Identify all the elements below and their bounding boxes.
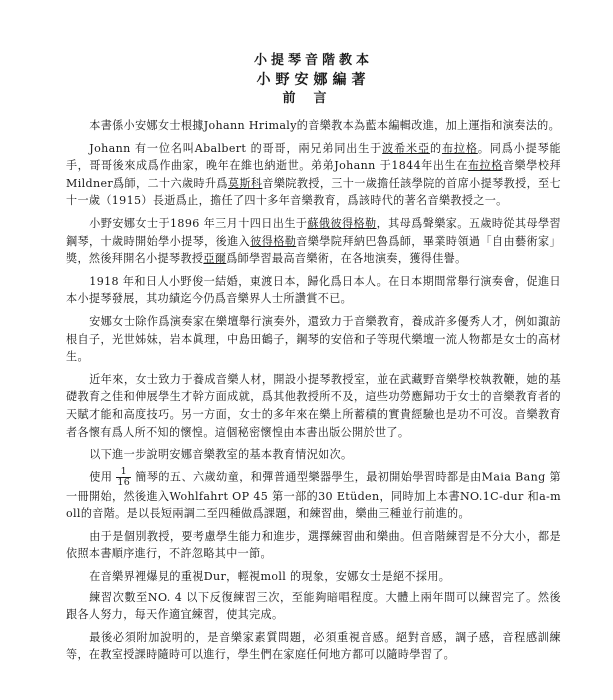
fraction-one-sixteenth: $\frac{1}{16}$ [117,465,131,488]
paragraph-marriage: 1918 年和日人小野俊一結婚，東渡日本，歸化爲日本人。在日本期間常舉行演奏會，促進日本小提琴發展，其功績迄今仍爲音樂界人士所讚賞不已。 [66,274,561,306]
book-title: 小提琴音階教本 [253,53,373,68]
section-title: 前言 [282,91,345,106]
paragraph-individual-lessons: 由于是個別教授，要考慮學生能力和進步，選擇練習曲和樂曲。但音階練習是不分大小，都是依照本書順序進行，不許忽略其中一節。 [66,529,561,561]
author-line: 小野安娜編著 [256,72,371,88]
paragraph-teaching: 近年來，女士致力于養成音樂人材，開設小提琴教授室，並在武藏野音樂學校執教鞭，她的基礎教育之佳和伸展學生才幹方面成就，爲其他教授所不及，這些功勞應歸功于女士的音樂教育者的天賦才能和高度技巧。另一方面，女士的多年來在樂上所蓄積的實貴經驗也是功不可沒。音樂教育者各懷有爲人所不知的懷惶。這個秘密懷惶由本書出版公開於世了。 [66,372,561,439]
paragraph-johann: Johann 有一位名叫Abalbert 的哥哥，兩兄弟同出生于波希米亞的布拉格。同爲小提琴能手，哥哥後來成爲作曲家，晚年在維也納逝世。弟弟Johann 于1844年出生在布拉格音樂學校拜Mildner爲師，二十六歲時升爲莫斯科音樂院教授，三十一歲擔任該學院的首席小提琴教授，至七十一歲（1915）長逝爲止，擔任了四十多年音樂教育，爲該時代的著名音樂教授之一。 [66,141,561,208]
paragraph-practice: 練習次數至NO. 4 以下反復練習三次，至能夠暗唱程度。大體上兩年間可以練習完了。然後跟各人努力，每天作適宜練習，使其完成。 [66,590,561,622]
paragraph-intro: 本書係小安娜女士根據Johann Hrimaly的音樂教本為藍本編輯改進，加上運指和演奏法的。 [89,119,561,132]
paragraph-anna-biography: 小野安娜女士于1896 年三月十四日出生于蘇俄彼得格勒，其母爲聲樂家。五歲時從其母學習鋼琴，十歲時開始學小提琴，後進入彼得格勒音樂學院拜納巴魯爲師，畢業時領過「自由藝術家」獎，然後拜開名小提琴教授亞爾爲師學習最高音樂術，在各地演奏，獲得佳譽。 [66,216,561,266]
paragraph-students: 安娜女士除作爲演奏家在樂壇舉行演奏外，還致力于音樂教育，養成許多優秀人才，例如諏訪根自子，光世姊妹，岩本眞理，中島田鶴子，鋼琴的安倍和子等現代樂壇一流人物都是女士的高材生。 [66,314,561,364]
paragraph-method: 使用 $\frac{1}{16}$ 簡琴的五、六歲幼童，和彈普通型樂器學生，最初開始學習時都是由Maia Bang 第一冊開始，然後進入Wohlfahrt OP 45 第一部的30 Etüden，同時加上本書NO.1C-dur 和a-moll的音階。是以長短兩調二至四種做爲課題，和練習曲，樂曲三種並行前進的。 [66,465,561,521]
paragraph-following: 以下進一步說明安娜音樂教室的基本教育情況如次。 [89,448,353,462]
paragraph-dur-moll: 在音樂界裡爆見的重視Dur，輕視moll 的現象，安娜女士是絕不採用。 [89,570,451,584]
paragraph-ear-training: 最後必須附加說明的，是音樂家素質問題，必須重視音感。絕對音感，調子感，音程感訓練等，在教室授課時隨時可以進行，學生們在家庭任何地方都可以隨時學習了。 [66,630,561,662]
